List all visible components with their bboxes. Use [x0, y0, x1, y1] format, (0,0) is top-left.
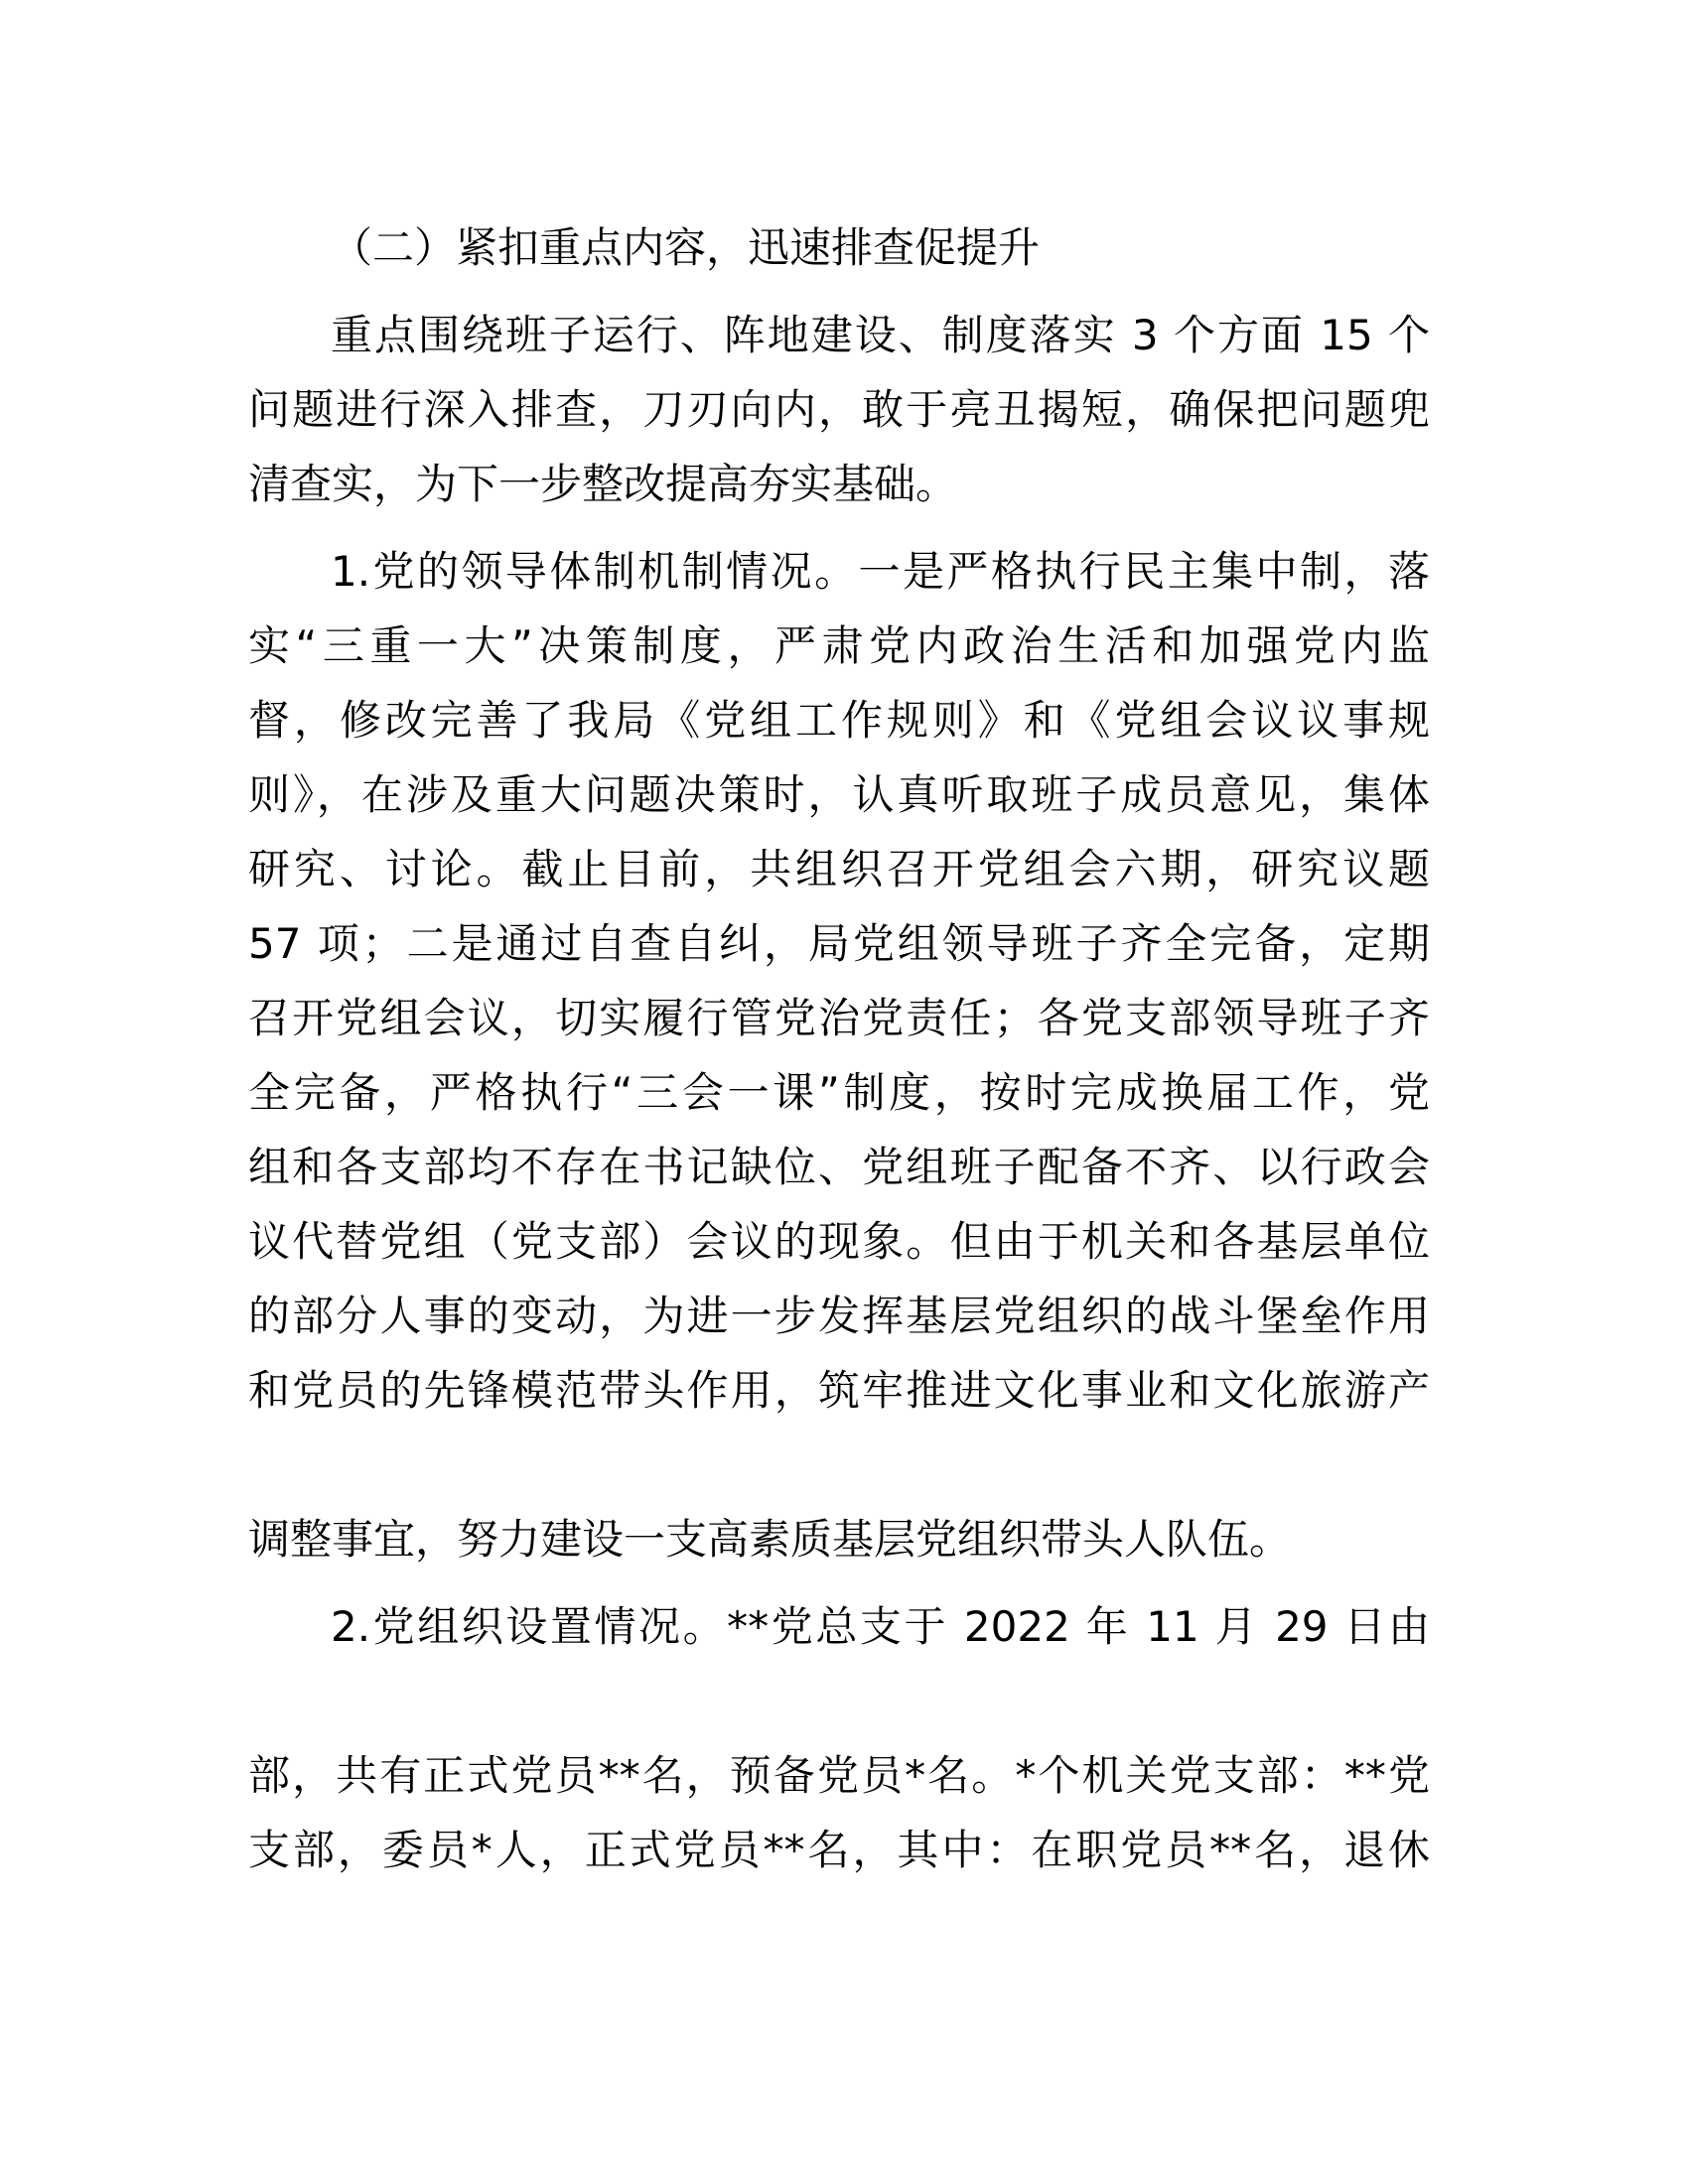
paragraph-3-line: 支部，委员*人，正式党员**名，其中：在职党员**名，退休 [248, 1826, 1430, 1874]
paragraph-2-line: 组和各支部均不存在书记缺位、党组班子配备不齐、以行政会 [248, 1143, 1430, 1191]
paragraph-2-line: 实“三重一大”决策制度，严肃党内政治生活和加强党内监 [248, 621, 1430, 670]
paragraph-2-line: 督，修改完善了我局《党组工作规则》和《党组会议议事规 [248, 696, 1430, 745]
paragraph-2-line: 研究、讨论。截止目前，共组织召开党组会六期，研究议题 [248, 845, 1430, 893]
section-heading: （二）紧扣重点内容，迅速排查促提升 [331, 223, 1041, 272]
paragraph-3-line: 2.党组织设置情况。**党总支于 2022 年 11 月 29 日由 [331, 1602, 1430, 1651]
paragraph-1-line: 重点围绕班子运行、阵地建设、制度落实 3 个方面 15 个 [331, 311, 1430, 359]
paragraph-2-line: 的部分人事的变动，为进一步发挥基层党组织的战斗堡垒作用 [248, 1292, 1430, 1340]
paragraph-2-line: 调整事宜，努力建设一支高素质基层党组织带头人队伍。 [248, 1515, 1292, 1564]
paragraph-1-line: 清查实，为下一步整改提高夯实基础。 [248, 460, 958, 508]
paragraph-2-line: 1.党的领导体制机制情况。一是严格执行民主集中制，落 [331, 547, 1430, 596]
paragraph-2-line: 全完备，严格执行“三会一课”制度，按时完成换届工作，党 [248, 1068, 1430, 1117]
paragraph-1-line: 问题进行深入排查，刀刃向内，敢于亮丑揭短，确保把问题兜 [248, 385, 1430, 434]
paragraph-2-line: 和党员的先锋模范带头作用，筑牢推进文化事业和文化旅游产 [248, 1366, 1430, 1415]
paragraph-3-line: 部，共有正式党员**名，预备党员*名。*个机关党支部：**党 [248, 1751, 1430, 1800]
paragraph-2-line: 召开党组会议，切实履行管党治党责任；各党支部领导班子齐 [248, 994, 1430, 1042]
paragraph-2-line: 议代替党组（党支部）会议的现象。但由于机关和各基层单位 [248, 1217, 1430, 1266]
paragraph-2-line: 则》，在涉及重大问题决策时，认真听取班子成员意见，集体 [248, 770, 1430, 819]
paragraph-2-line: 57 项；二是通过自查自纠，局党组领导班子齐全完备，定期 [248, 919, 1430, 968]
